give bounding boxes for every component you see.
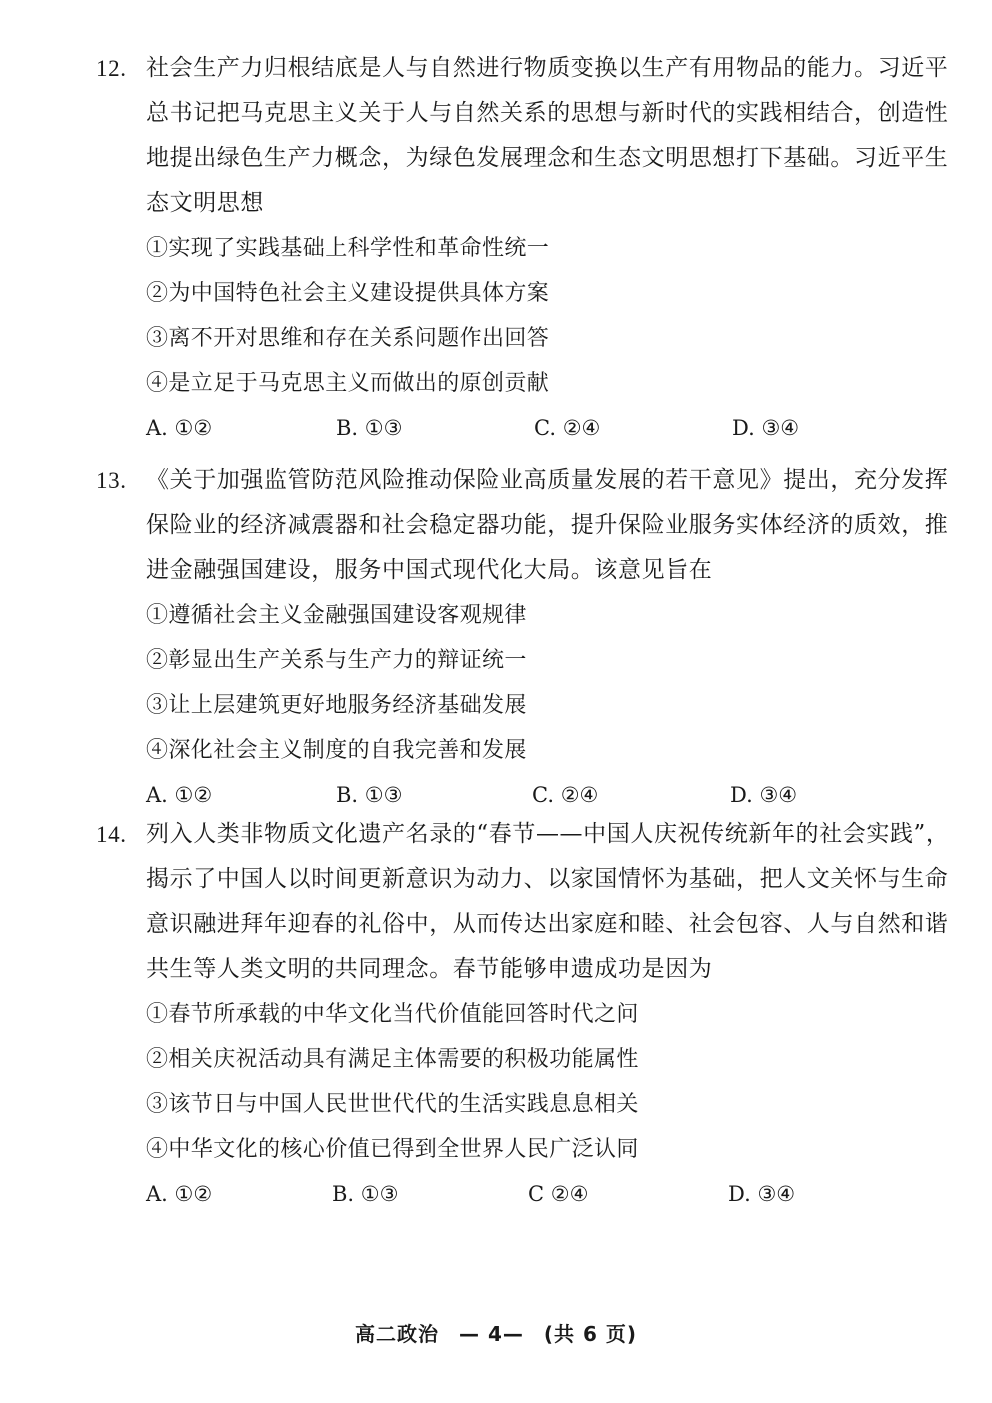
choice-label: A. <box>146 783 168 807</box>
choice-d[interactable] <box>732 406 799 451</box>
option-item: ①遵循社会主义金融强国建设客观规律 <box>146 603 527 628</box>
footer-total-pages: (共 6 页) <box>543 1322 637 1346</box>
choice-a[interactable] <box>146 406 212 451</box>
option-item: ③该节日与中国人民世世代代的生活实践息息相关 <box>146 1092 639 1117</box>
choice-d[interactable] <box>728 1172 795 1217</box>
option-item: ②为中国特色社会主义建设提供具体方案 <box>146 281 550 306</box>
option-item: ④深化社会主义制度的自我完善和发展 <box>146 738 527 763</box>
choice-label: B. <box>336 416 359 440</box>
answer-choices <box>96 406 956 451</box>
choice-b[interactable] <box>336 406 402 451</box>
question-12 <box>96 46 956 451</box>
choice-value: ③④ <box>761 416 800 440</box>
choice-value: ①② <box>174 783 213 807</box>
choice-label: B. <box>332 1182 355 1206</box>
choice-label: B. <box>336 783 359 807</box>
question-stem: 列入人类非物质文化遗产名录的“春节——中国人庆祝传统新年的社会实践”，揭示了中国人以时间更新意识为动力、以家国情怀为基础，把人文关怀与生命意识融进拜年迎春的礼俗中，从而传达出家庭和睦、社会包容、人与自然和谐共生等人类文明的共同理念。春节能够申遗成功是因为 <box>146 821 950 982</box>
question-stem-row <box>96 458 956 593</box>
question-14 <box>96 812 956 1217</box>
question-stem-row <box>96 812 956 992</box>
question-stem: 《关于加强监管防范风险推动保险业高质量发展的若干意见》提出，充分发挥保险业的经济减震器和社会稳定器功能，提升保险业服务实体经济的质效，推进金融强国建设，服务中国式现代化大局。该意见旨在 <box>146 467 949 583</box>
choice-value: ②④ <box>560 783 599 807</box>
page-footer <box>0 1318 992 1347</box>
choice-label: C. <box>532 783 554 807</box>
question-number: 12. <box>96 56 127 81</box>
option-item: ①春节所承载的中华文化当代价值能回答时代之问 <box>146 1002 639 1027</box>
choice-value: ①② <box>174 1182 213 1206</box>
choice-value: ③④ <box>759 783 798 807</box>
question-13 <box>96 458 956 818</box>
option-item: ①实现了实践基础上科学性和革命性统一 <box>146 236 550 261</box>
question-stem-row <box>96 46 956 226</box>
choice-value: ③④ <box>757 1182 796 1206</box>
choice-value: ①③ <box>360 1182 399 1206</box>
choice-value: ①③ <box>364 416 403 440</box>
choice-label: D. <box>730 783 753 807</box>
choice-value: ①② <box>174 416 213 440</box>
choice-label: A. <box>146 416 168 440</box>
question-stem: 社会生产力归根结底是人与自然进行物质变换以生产有用物品的能力。习近平总书记把马克思主义关于人与自然关系的思想与新时代的实践相结合，创造性地提出绿色生产力概念，为绿色发展理念和生态文明思想打下基础。习近平生态文明思想 <box>146 55 949 216</box>
footer-subject: 高二政治 <box>355 1322 440 1346</box>
option-item: ②彰显出生产关系与生产力的辩证统一 <box>146 648 527 673</box>
choice-label: D. <box>728 1182 751 1206</box>
answer-choices <box>96 1172 956 1217</box>
question-number: 14. <box>96 822 127 847</box>
choice-label: D. <box>732 416 755 440</box>
option-item: ③让上层建筑更好地服务经济基础发展 <box>146 693 527 718</box>
footer-page-number: — 4— <box>458 1322 524 1346</box>
choice-value: ②④ <box>550 1182 589 1206</box>
option-item: ④是立足于马克思主义而做出的原创贡献 <box>146 371 550 396</box>
choice-c[interactable] <box>528 1172 588 1217</box>
choice-c[interactable] <box>534 406 600 451</box>
question-number: 13. <box>96 468 127 493</box>
choice-b[interactable] <box>332 1172 398 1217</box>
choice-label: C. <box>534 416 556 440</box>
choice-label: C <box>528 1182 545 1206</box>
option-item: ④中华文化的核心价值已得到全世界人民广泛认同 <box>146 1137 639 1162</box>
choice-value: ①③ <box>364 783 403 807</box>
choice-a[interactable] <box>146 1172 212 1217</box>
choice-label: A. <box>146 1182 168 1206</box>
option-item: ②相关庆祝活动具有满足主体需要的积极功能属性 <box>146 1047 639 1072</box>
choice-value: ②④ <box>562 416 601 440</box>
option-item: ③离不开对思维和存在关系问题作出回答 <box>146 326 550 351</box>
